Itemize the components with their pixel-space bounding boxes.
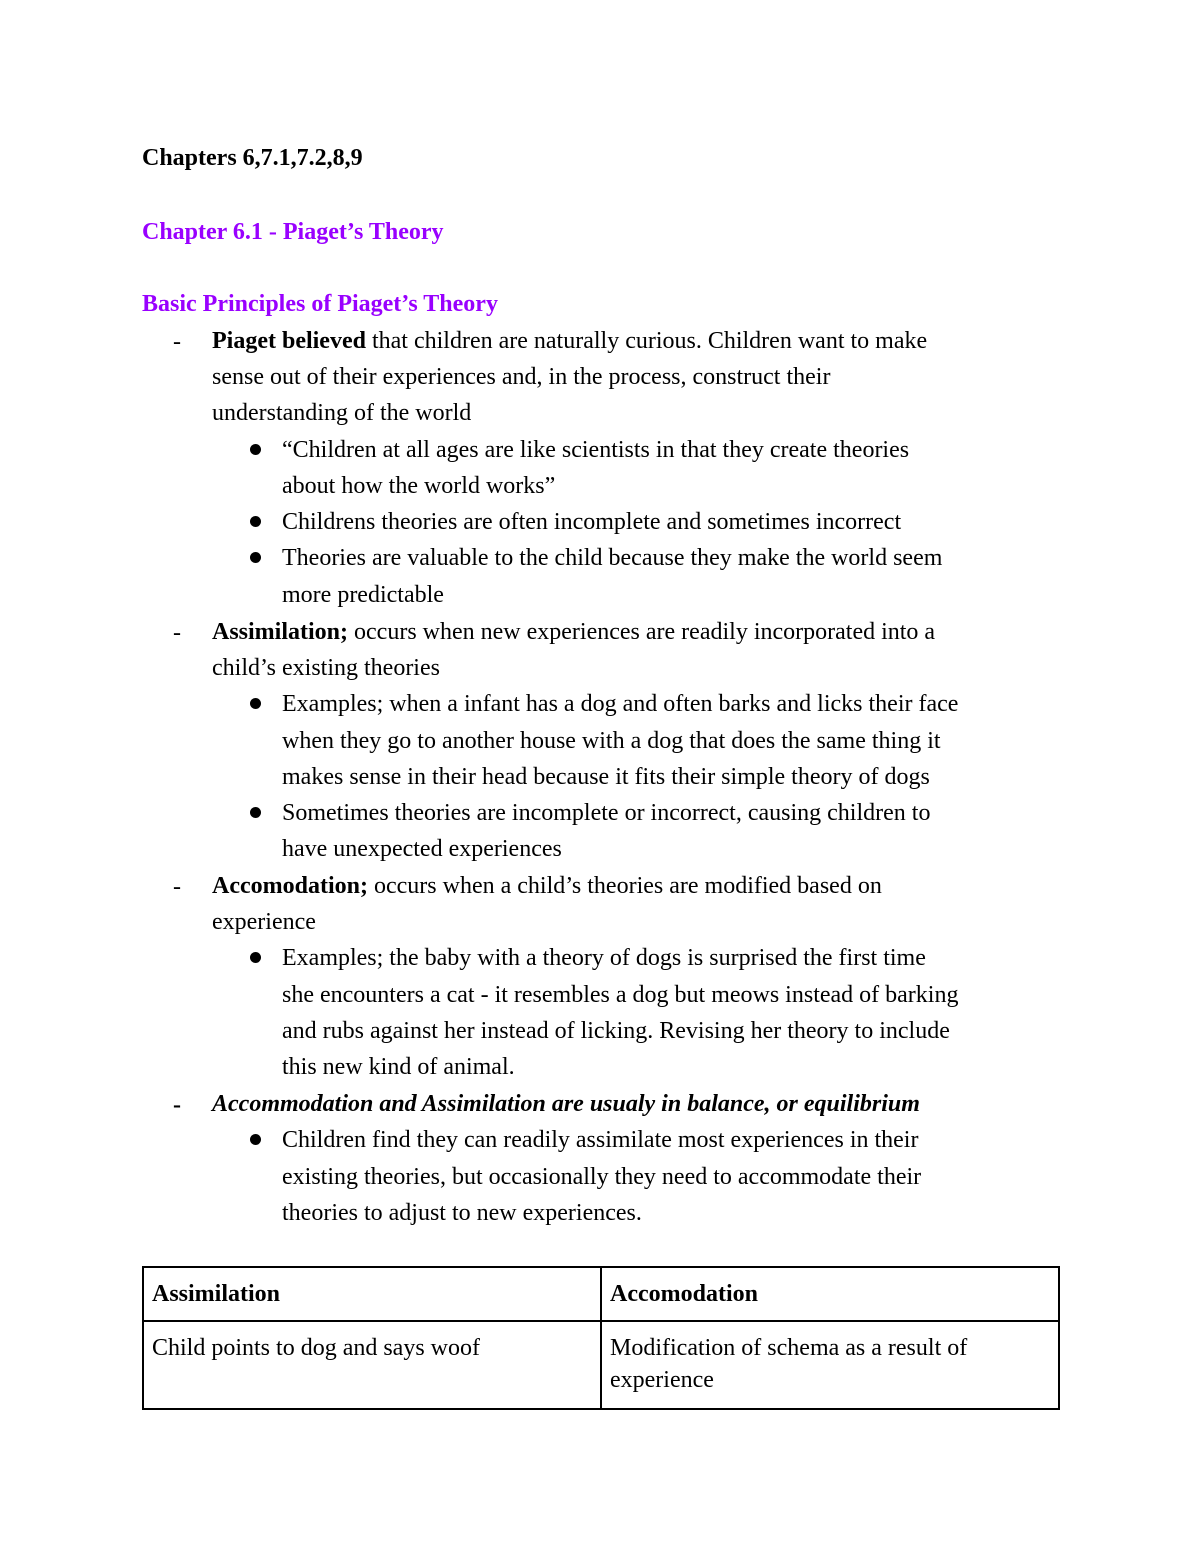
bullet-text: Theories are valuable to the child because they make the world seem [282, 545, 943, 571]
list-dash: - [173, 874, 181, 900]
table-header-cell: Assimilation [143, 1267, 601, 1321]
table-header-cell: Accomodation [601, 1267, 1059, 1321]
bullet-text: about how the world works” [282, 473, 556, 499]
text: occurs when new experiences are readily incorporated into a [348, 619, 936, 645]
bullet-text: makes sense in their head because it fits their simple theory of dogs [282, 764, 930, 790]
bullet-icon [250, 1134, 261, 1145]
term-piaget: Piaget believed [212, 328, 366, 354]
table-cell: Modification of schema as a result of experience [601, 1321, 1059, 1409]
list-item-piaget [212, 327, 927, 355]
document-title: Chapters 6,7.1,7.2,8,9 [142, 145, 363, 171]
list-item-assimilation [212, 618, 935, 646]
list-item-balance: Accommodation and Assimilation are usualy in balance, or equilibrium [212, 1091, 920, 1117]
bullet-icon [250, 516, 261, 527]
bullet-text: “Children at all ages are like scientists in that they create theories [282, 437, 910, 463]
bullet-text: Examples; the baby with a theory of dogs is surprised the first time [282, 945, 926, 971]
bullet-text: Children find they can readily assimilate most experiences in their [282, 1127, 919, 1153]
term-assimilation: Assimilation; [212, 619, 349, 645]
table-row [143, 1321, 1059, 1409]
comparison-table [142, 1266, 1060, 1410]
bullet-text: Examples; when a infant has a dog and often barks and licks their face [282, 691, 959, 717]
bullet-text: Sometimes theories are incomplete or incorrect, causing children to [282, 800, 931, 826]
bullet-text: existing theories, but occasionally they need to accommodate their [282, 1164, 922, 1190]
term-accomodation: Accomodation; [212, 873, 368, 899]
bullet-text: more predictable [282, 582, 444, 608]
section-heading: Basic Principles of Piaget’s Theory [142, 291, 498, 317]
bullet-text: and rubs against her instead of licking. Revising her theory to include [282, 1018, 950, 1044]
bullet-text: have unexpected experiences [282, 836, 562, 862]
text-line: sense out of their experiences and, in the process, construct their [212, 364, 831, 390]
list-item-accomodation [212, 872, 882, 900]
bullet-text: Childrens theories are often incomplete and sometimes incorrect [282, 509, 902, 535]
table-cell: Child points to dog and says woof [143, 1321, 601, 1409]
text-line: child’s existing theories [212, 655, 440, 681]
bullet-text: theories to adjust to new experiences. [282, 1200, 642, 1226]
bullet-text: she encounters a cat - it resembles a dog but meows instead of barking [282, 982, 959, 1008]
bullet-text: when they go to another house with a dog that does the same thing it [282, 728, 941, 754]
bullet-icon [250, 444, 261, 455]
bullet-text: this new kind of animal. [282, 1054, 515, 1080]
table-header-row [143, 1267, 1059, 1321]
list-dash: - [173, 620, 181, 646]
list-dash: - [173, 1092, 181, 1118]
text: that children are naturally curious. Children want to make [365, 328, 928, 354]
bullet-icon [250, 698, 261, 709]
text-line: experience [212, 909, 316, 935]
bullet-icon [250, 952, 261, 963]
bullet-icon [250, 552, 261, 563]
bullet-icon [250, 807, 261, 818]
chapter-heading: Chapter 6.1 - Piaget’s Theory [142, 219, 444, 245]
text: occurs when a child’s theories are modified based on [367, 873, 882, 899]
list-dash: - [173, 329, 181, 355]
text-line: understanding of the world [212, 400, 472, 426]
